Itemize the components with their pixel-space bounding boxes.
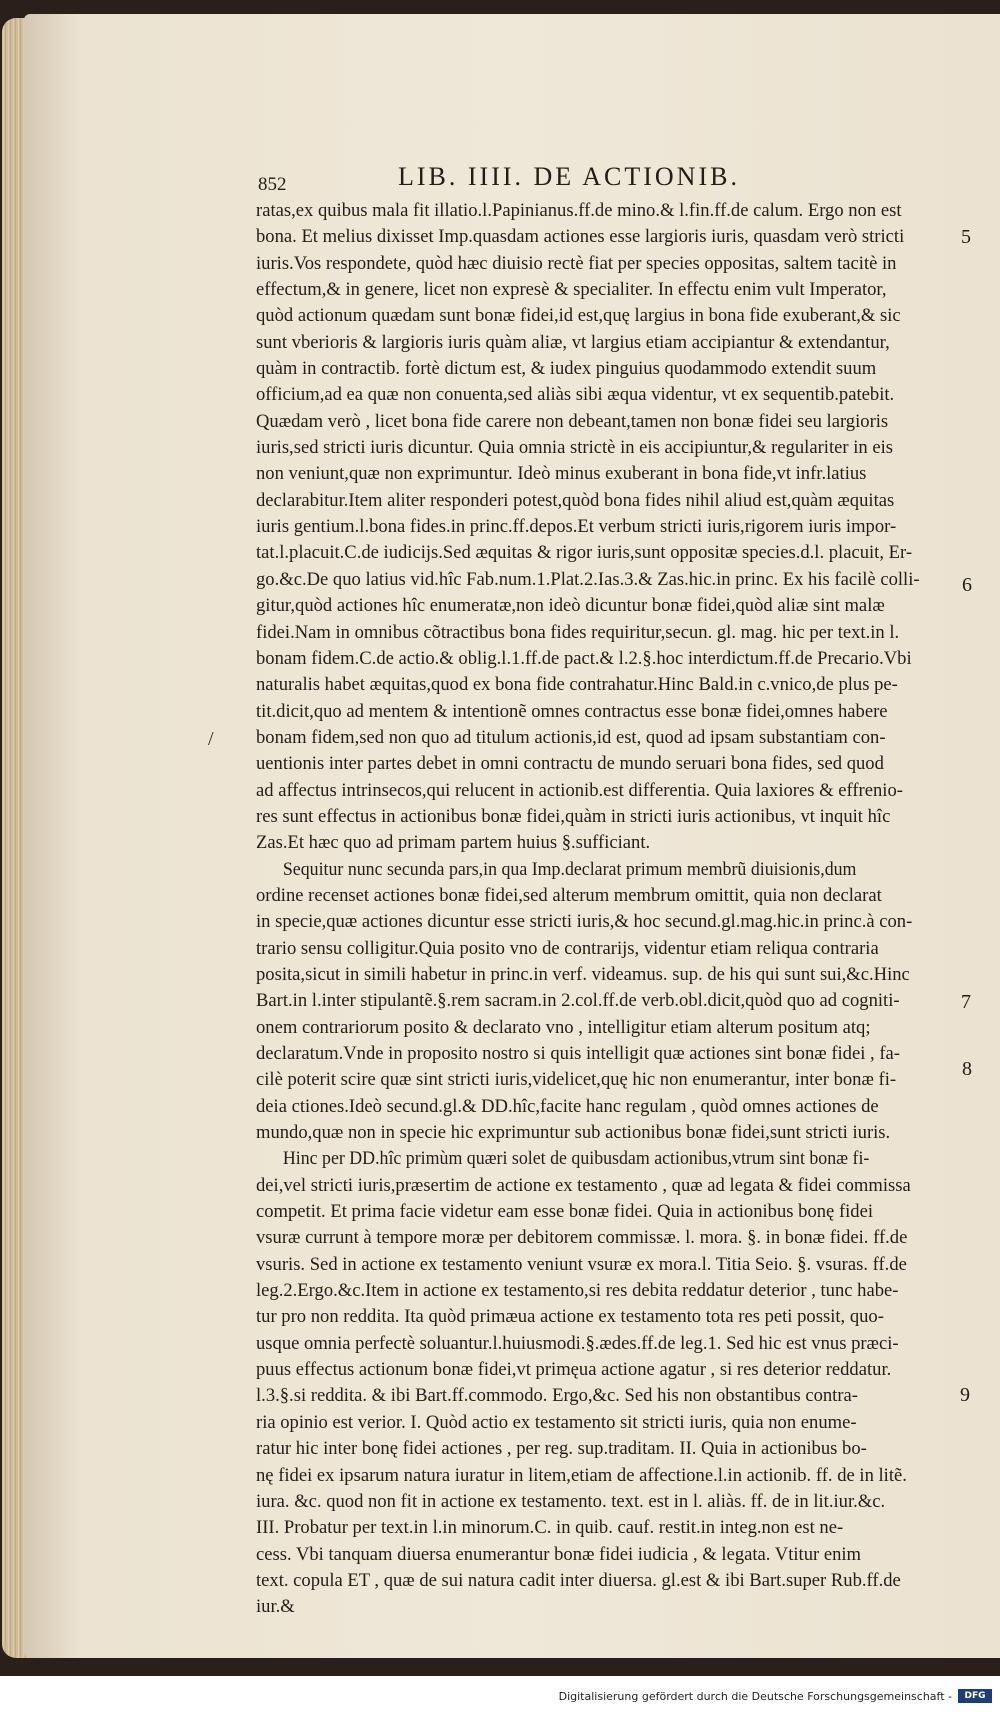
text-line: iur.& xyxy=(256,1596,295,1618)
text-line: ad affectus intrinsecos,qui relucent in actionib.est differentia. Quia laxiores & effrenio- xyxy=(256,779,903,801)
text-line: mundo,quæ non in specie hic exprimuntur sub actionibus bonæ fidei,sunt stricti iuris. xyxy=(256,1122,891,1144)
text-line: bona. Et melius dixisset Imp.quasdam actiones esse largioris iuris, quasdam verò stricti xyxy=(256,226,905,248)
text-line: puus effectus actionum bonæ fidei,vt primęua actione agatur , si res deterior reddatur. xyxy=(256,1359,892,1381)
margin-number: 6 xyxy=(962,574,972,596)
text-line: officium,ad ea quæ non conuenta,sed aliàs sibi æqua videntur, vt ex sequentib.patebit. xyxy=(256,384,895,406)
margin-number: 9 xyxy=(960,1384,970,1406)
text-line: text. copula ET , quæ de sui natura cadit inter diuersa. gl.est & ibi Bart.super Rub.ff.de xyxy=(256,1569,901,1591)
text-line: Bart.in l.inter stipulantẽ.§.rem sacram.in 2.col.ff.de verb.obl.dicit,quòd quo ad cogniti- xyxy=(256,990,900,1012)
text-line: tur pro non reddita. Ita quòd primæua actione ex testamento tota res peti possit, quo- xyxy=(256,1306,884,1328)
text-line: Quædam verò , licet bona fide carere non debeant,tamen non bonæ fidei seu largioris xyxy=(256,410,889,432)
text-line: Sequitur nunc secunda pars,in qua Imp.declarat primum membrũ diuisionis,dum xyxy=(282,858,857,880)
text-line: cilè poterit scire quæ sint stricti iuris,videlicet,quę hic non enumerantur, inter bonæ fi- xyxy=(256,1069,897,1091)
text-line: vsuræ currunt à tempore moræ per debitorem commissæ. l. mora. §. in bonæ fidei. ff.de xyxy=(256,1227,908,1249)
text-line: non veniunt,quæ non exprimuntur. Ideò minus exuberant in bona fide,vt infr.latius xyxy=(256,463,867,485)
margin-number: 7 xyxy=(961,991,971,1013)
text-line: iuris,sed stricti iuris dicuntur. Quia omnia strictè in eis accipiuntur,& regulariter in eis xyxy=(256,437,893,459)
text-line: sunt vberioris & largioris iuris quàm aliæ, vt largius etiam accipiantur & extendantur, xyxy=(256,331,890,353)
text-line: dei,vel stricti iuris,præsertim de actione ex testamento , quæ ad legata & fidei commissa xyxy=(256,1174,911,1196)
page-number: 852 xyxy=(258,174,287,195)
text-line: uentionis inter partes debet in omni contractu de mundo seruari bona fides, sed quod xyxy=(256,753,884,775)
footer-bar xyxy=(0,1676,1000,1718)
text-line: ria opinio est verior. I. Quòd actio ex testamento sit stricti iuris, quia non enume- xyxy=(256,1411,857,1433)
margin-number: 5 xyxy=(961,226,971,248)
text-line: quòd actionum quædam sunt bonæ fidei,id est,quę largius in bona fide exuberant,& sic xyxy=(256,305,901,327)
dfg-logo: DFG xyxy=(958,1689,992,1703)
text-line: iura. &c. quod non fit in actione ex testamento. text. est in l. aliàs. ff. de in lit.iur.&c. xyxy=(256,1490,886,1512)
text-line: iuris.Vos respondete, quòd hæc diuisio rectè fiat per species oppositas, saltem tacitè in xyxy=(256,252,897,274)
text-line: bonam fidem,sed non quo ad titulum actionis,id est, quod ad ipsam substantiam con- xyxy=(256,726,886,748)
text-line: l.3.§.si reddita. & ibi Bart.ff.commodo. Ergo,&c. Sed his non obstantibus contra- xyxy=(256,1385,858,1407)
text-line: ordine recenset actiones bonæ fidei,sed alterum membrum omittit, quia non declarat xyxy=(256,884,882,906)
margin-number: 8 xyxy=(962,1058,972,1080)
text-line: vsuris. Sed in actione ex testamento veniunt vsuræ ex mora.l. Titia Seio. §. vsuras. ff.de xyxy=(256,1253,907,1275)
text-line: declarabitur.Item aliter responderi potest,quòd bona fides nihil aliud est,quàm æquitas xyxy=(256,489,895,511)
text-line: effectum,& in genere, licet non expresè & specialiter. In effectu enim vult Imperator, xyxy=(256,279,887,301)
text-line: ratas,ex quibus mala fit illatio.l.Papinianus.ff.de mino.& l.fin.ff.de calum. Ergo non est xyxy=(256,200,902,221)
edge-mark: / xyxy=(208,728,214,750)
text-line: onem contrariorum posito & declarato vno , intelligitur etiam alterum positum atq; xyxy=(256,1016,871,1038)
text-line: cess. Vbi tanquam diuersa enumerantur bonæ fidei iudicia , & legata. Vtitur enim xyxy=(256,1543,862,1565)
text-line: competit. Et prima facie videtur eam esse bonæ fidei. Quia in actionibus bonę fidei xyxy=(256,1201,874,1223)
text-line: III. Probatur per text.in l.in minorum.C. in quib. cauf. restit.in integ.non est ne- xyxy=(256,1517,844,1539)
text-line: nę fidei ex ipsarum natura iuratur in litem,etiam de affectione.l.in actionib. ff. de in litẽ. xyxy=(256,1464,907,1486)
text-line: res sunt effectus in actionibus bonæ fidei,quàm in stricti iuris actionibus, vt inquit hîc xyxy=(256,805,891,827)
text-line: naturalis habet æquitas,quod ex bona fide contrahatur.Hinc Bald.in c.vnico,de plus pe- xyxy=(256,674,898,696)
running-head: LIB. IIII. DE ACTIONIB. xyxy=(398,162,740,191)
text-line: deia ctiones.Ideò secund.gl.& DD.hîc,facite hanc regulam , quòd omnes actiones de xyxy=(256,1095,879,1117)
body-text xyxy=(256,198,956,1621)
text-line: declaratum.Vnde in proposito nostro si quis intelligit quæ actiones sint bonæ fidei , fa- xyxy=(256,1043,900,1064)
text-line: Zas.Et hæc quo ad primam partem huius §.sufficiant. xyxy=(256,832,651,854)
text-line: gitur,quòd actiones hîc enumeratæ,non ideò dicuntur bonæ fidei,quòd aliæ sint malæ xyxy=(256,595,885,617)
text-line: bonam fidem.C.de actio.& oblig.l.1.ff.de pact.& l.2.§.hoc interdictum.ff.de Precario.Vbi xyxy=(256,647,912,669)
text-line: go.&c.De quo latius vid.hîc Fab.num.1.Plat.2.Ias.3.& Zas.hic.in princ. Ex his facilè colli- xyxy=(256,568,920,590)
text-line: quàm in contractib. fortè dictum est, & iudex pinguius quodammodo extendit suum xyxy=(256,358,877,380)
footer-credit: Digitalisierung gefördert durch die Deutsche Forschungsgemeinschaft - xyxy=(558,1690,952,1703)
text-line: fidei.Nam in omnibus cõtractibus bona fides requiritur,secun. gl. mag. hic per text.in l. xyxy=(256,621,900,643)
text-line: iuris gentium.l.bona fides.in princ.ff.depos.Et verbum stricti iuris,rigorem iuris impor- xyxy=(256,516,897,538)
text-line: trario sensu colligitur.Quia posito vno de contrarijs, videntur etiam reliqua contraria xyxy=(256,937,879,959)
text-line: ratur hic inter bonę fidei actiones , per reg. sup.traditam. II. Quia in actionibus bo- xyxy=(256,1438,867,1460)
text-line: Hinc per DD.hîc primùm quæri solet de quibusdam actionibus,vtrum sint bonæ fi- xyxy=(282,1148,870,1170)
text-line: posita,sicut in simili habetur in princ.in verf. videamus. sup. de his qui sunt sui,&c.Hinc xyxy=(256,963,910,985)
text-line: in specie,quæ actiones dicuntur esse stricti iuris,& hoc secund.gl.mag.hic.in princ.à con- xyxy=(256,911,913,933)
text-line: tat.l.placuit.C.de iudicijs.Sed æquitas & rigor iuris,sunt oppositæ species.d.l. placuit, Er- xyxy=(256,542,913,564)
text-line: leg.2.Ergo.&c.Item in actione ex testamento,si res debita reddatur deterior , tunc habe- xyxy=(256,1280,899,1302)
text-line: usque omnia perfectè soluantur.l.huiusmodi.§.ædes.ff.de leg.1. Sed hic est vnus præci- xyxy=(256,1332,899,1354)
text-line: tit.dicit,quo ad mentem & intentionẽ omnes contractus esse bonæ fidei,omnes habere xyxy=(256,700,888,722)
